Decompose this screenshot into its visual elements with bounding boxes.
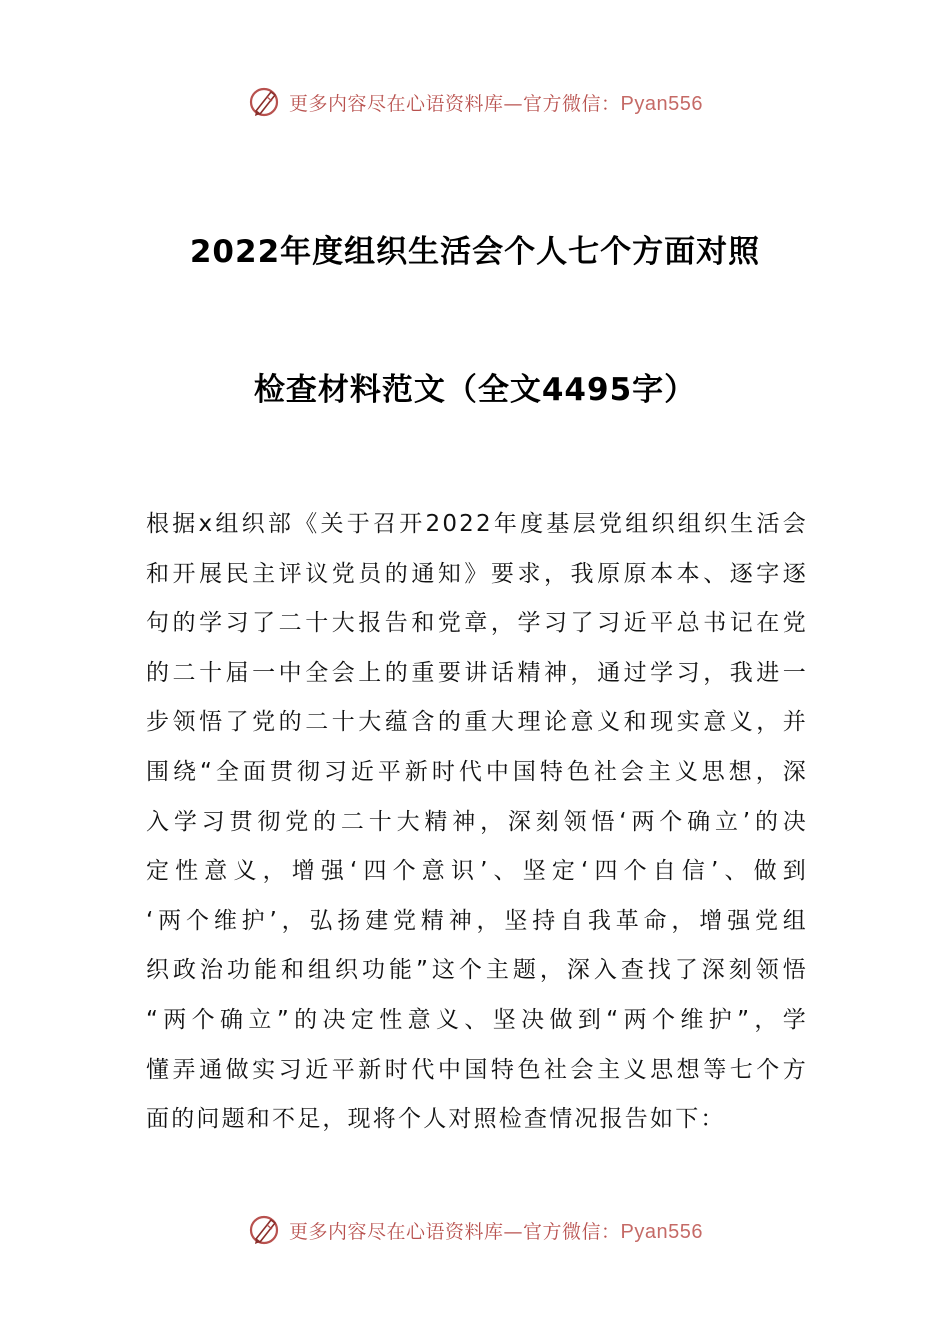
watermark-text [289, 1217, 703, 1244]
document-title-line-1: 2022年度组织生活会个人七个方面对照 [189, 234, 761, 270]
header-watermark [0, 84, 950, 120]
body-line: 入学习贯彻党的二十大精神，深刻领悟‘两个确立’的决 [146, 808, 808, 835]
body-line: 根据x组织部《关于召开2022年度基层党组织组织生活会 [146, 511, 808, 537]
watermark-separator: — [503, 1220, 524, 1243]
body-line: 的二十届一中全会上的重要讲话精神，通过学习，我进一 [146, 659, 808, 686]
body-line: 和开展民主评议党员的通知》要求，我原原本本、逐字逐 [146, 560, 808, 587]
body-line: 定性意义，增强‘四个意识’、坚定‘四个自信’、做到 [146, 858, 808, 885]
watermark-separator: — [503, 92, 524, 115]
body-line: 句的学习了二十大报告和党章，学习了习近平总书记在党 [146, 610, 808, 637]
watermark-sub: 官方微信： [523, 1220, 621, 1243]
watermark-sub: 官方微信： [523, 92, 621, 115]
document-title-line-2: 检查材料范文（全文4495字） [253, 372, 697, 408]
body-line: 步领悟了党的二十大蕴含的重大理论意义和现实意义，并 [146, 709, 808, 736]
body-line: 懂弄通做实习近平新时代中国特色社会主义思想等七个方 [146, 1056, 808, 1083]
watermark-id: Pyan556 [620, 92, 703, 115]
body-line: 织政治功能和组织功能”这个主题，深入查找了深刻领悟 [146, 957, 808, 984]
document-body-paragraph [146, 500, 808, 1145]
watermark-main: 更多内容尽在心语资料库 [289, 92, 504, 115]
watermark-main: 更多内容尽在心语资料库 [289, 1220, 504, 1243]
footer-watermark [0, 1212, 950, 1248]
body-line: “两个确立”的决定性意义、坚决做到“两个维护”，学 [146, 1006, 808, 1033]
pen-logo-icon [247, 1212, 283, 1248]
pen-logo-icon [247, 84, 283, 120]
body-line: 围绕“全面贯彻习近平新时代中国特色社会主义思想，深 [146, 758, 808, 785]
watermark-id: Pyan556 [620, 1220, 703, 1243]
body-line-last: 面的问题和不足，现将个人对照检查情况报告如下： [146, 1106, 726, 1133]
body-line: ‘两个维护’，弘扬建党精神，坚持自我革命，增强党组 [146, 907, 808, 934]
watermark-text [289, 89, 703, 116]
